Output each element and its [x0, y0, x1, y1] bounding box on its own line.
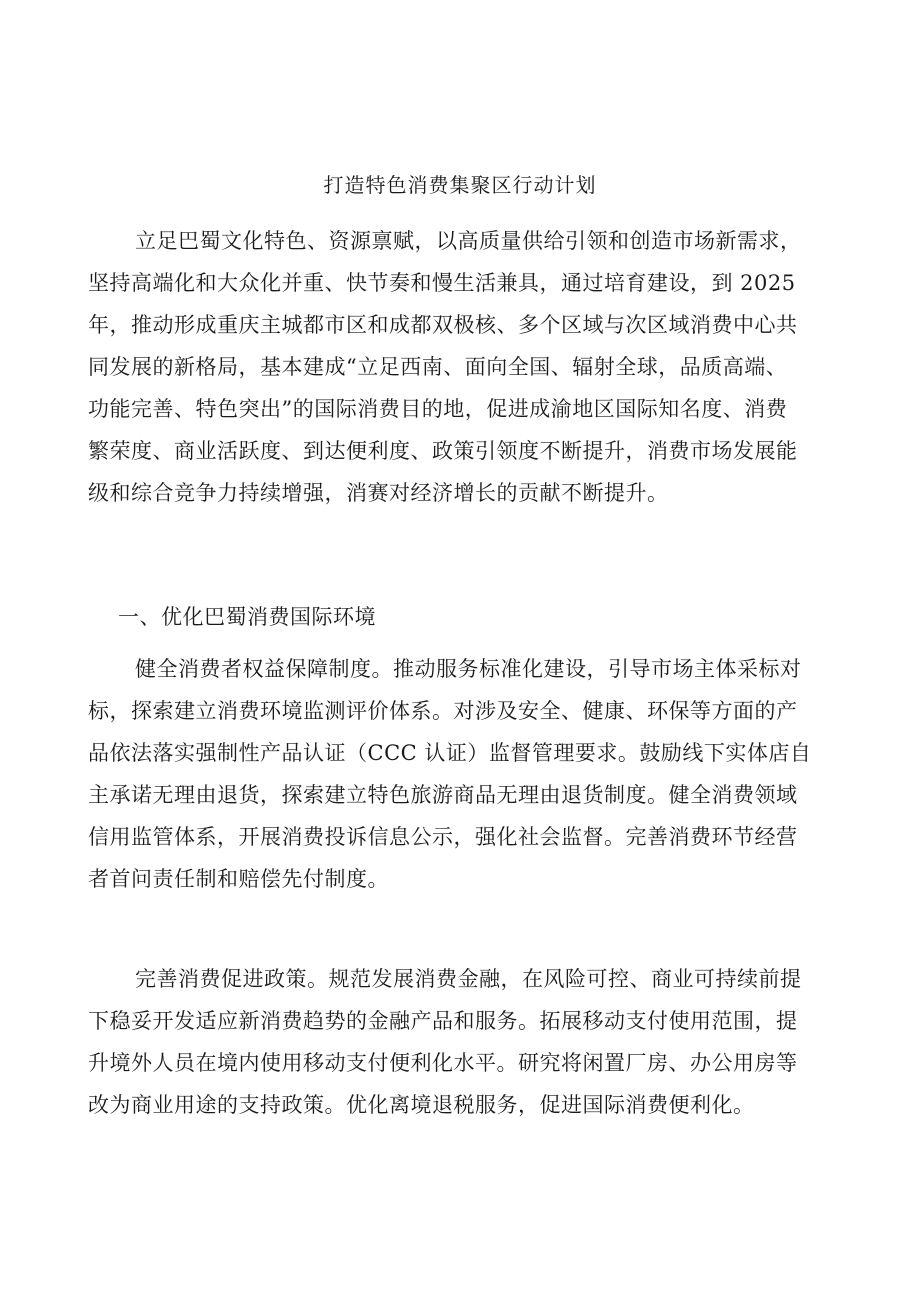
paragraph-line: 标，探索建立消费环境监测评价体系。对涉及安全、健康、环保等方面的产 — [88, 699, 798, 723]
intro-paragraph — [88, 226, 848, 520]
paragraph-line: 繁荣度、商业活跃度、到达便利度、政策引领度不断提升，消费市场发展能 — [88, 439, 798, 463]
paragraph-line: 信用监管体系，开展消费投诉信息公示，强化社会监督。完善消费环节经营 — [88, 825, 798, 849]
paragraph-line: 改为商业用途的支持政策。优化离境退税服务，促进国际消费便利化。 — [88, 1093, 755, 1117]
paragraph-line: 立足巴蜀文化特色、资源禀赋，以高质量供给引领和创造市场新需求， — [135, 229, 802, 253]
paragraph-line: 品依法落实强制性产品认证（CCC 认证）监督管理要求。鼓励线下实体店自 — [88, 741, 812, 765]
paragraph-line: 同发展的新格局，基本建成“立足西南、面向全国、辐射全球，品质高端、 — [88, 355, 788, 379]
document-title: 打造特色消费集聚区行动计划 — [323, 173, 597, 197]
paragraph-line: 完善消费促进政策。规范发展消费金融，在风险可控、商业可持续前提 — [135, 967, 802, 991]
paragraph-line: 下稳妥开发适应新消费趋势的金融产品和服务。拓展移动支付使用范围，提 — [88, 1009, 798, 1033]
paragraph-line: 者首问责任制和赔偿先付制度。 — [88, 867, 389, 891]
paragraph-line: 升境外人员在境内使用移动支付便利化水平。研究将闲置厂房、办公用房等 — [88, 1051, 798, 1075]
paragraph-line: 级和综合竞争力持续增强，消赛对经济增长的贡献不断提升。 — [88, 481, 669, 505]
paragraph-line: 年，推动形成重庆主城都市区和成都双极核、多个区域与次区域消费中心共 — [88, 313, 798, 337]
paragraph-line: 坚持高端化和大众化并重、快节奏和慢生活兼具，通过培育建设，到 2025 — [88, 271, 796, 295]
paragraph-line: 健全消费者权益保障制度。推动服务标准化建设，引导市场主体采标对 — [135, 657, 802, 681]
section-paragraph — [88, 964, 848, 1132]
section-heading: 一、优化巴蜀消费国际环境 — [118, 605, 376, 629]
paragraph-line: 主承诺无理由退货，探索建立特色旅游商品无理由退货制度。健全消费领域 — [88, 783, 798, 807]
paragraph-line: 功能完善、特色突出”的国际消费目的地，促进成渝地区国际知名度、消费 — [88, 397, 788, 421]
section-paragraph — [88, 654, 848, 906]
